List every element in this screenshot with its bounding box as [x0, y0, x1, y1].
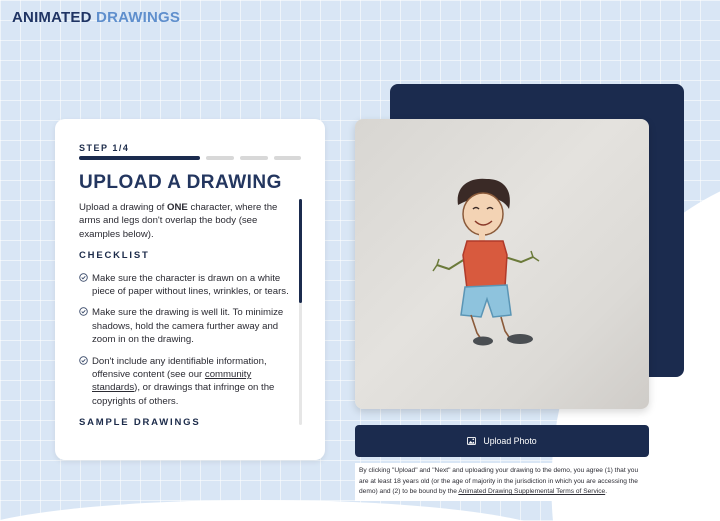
- progress-segment-3: [240, 156, 268, 160]
- progress-segment-1: [79, 156, 200, 160]
- upload-photo-label: Upload Photo: [483, 436, 537, 446]
- terms-disclaimer: By clicking "Upload" and "Next" and uploading your drawing to the demo, you agree (1) that you are at least 18 years old (or the age of majority in the jurisdiction in which you are accessing the demo) and (2) to be bound by the Animated Drawing Supplemental Terms of Service.: [355, 463, 649, 501]
- sample-drawings-heading: SAMPLE DRAWINGS: [79, 417, 201, 427]
- check-circle-icon: [79, 307, 92, 346]
- scrollbar-track[interactable]: [299, 199, 302, 425]
- check-circle-icon: [79, 356, 92, 409]
- instructions-scroll-area[interactable]: [79, 201, 293, 427]
- background-bottom-wave: [0, 500, 560, 521]
- logo-word-animated: ANIMATED: [12, 9, 92, 26]
- image-icon: [467, 437, 476, 445]
- terms-of-service-link[interactable]: Animated Drawing Supplemental Terms of Service: [458, 488, 606, 495]
- intro-text: Upload a drawing of ONE character, where the arms and legs don't overlap the body (see examples below).: [79, 202, 278, 240]
- step-indicator: STEP 1/4: [79, 143, 130, 153]
- logo-word-drawings: DRAWINGS: [96, 9, 181, 26]
- upload-photo-button[interactable]: [355, 425, 649, 457]
- progress-segment-2: [206, 156, 234, 160]
- scrollbar-thumb[interactable]: [299, 199, 302, 303]
- step-progress-bar: [79, 156, 301, 160]
- page-title: UPLOAD A DRAWING: [79, 172, 282, 193]
- checklist-item: Make sure the character is drawn on a white piece of paper without lines, wrinkles, or tears.: [79, 272, 293, 299]
- community-standards-link[interactable]: community standards: [92, 369, 252, 394]
- instructions-card: [55, 119, 325, 460]
- child-drawing-figure: [355, 119, 649, 409]
- check-circle-icon: [79, 273, 92, 299]
- checklist-item: Don't include any identifiable information, offensive content (see our community standards), or drawings that infringe on the copyrights of others.: [79, 355, 293, 409]
- app-logo[interactable]: [12, 9, 180, 26]
- checklist-heading: CHECKLIST: [79, 250, 150, 262]
- progress-segment-4: [274, 156, 301, 160]
- checklist-item: Make sure the drawing is well lit. To minimize shadows, hold the camera further away and zoom in on the drawing.: [79, 306, 293, 346]
- uploaded-drawing-preview: [355, 119, 649, 409]
